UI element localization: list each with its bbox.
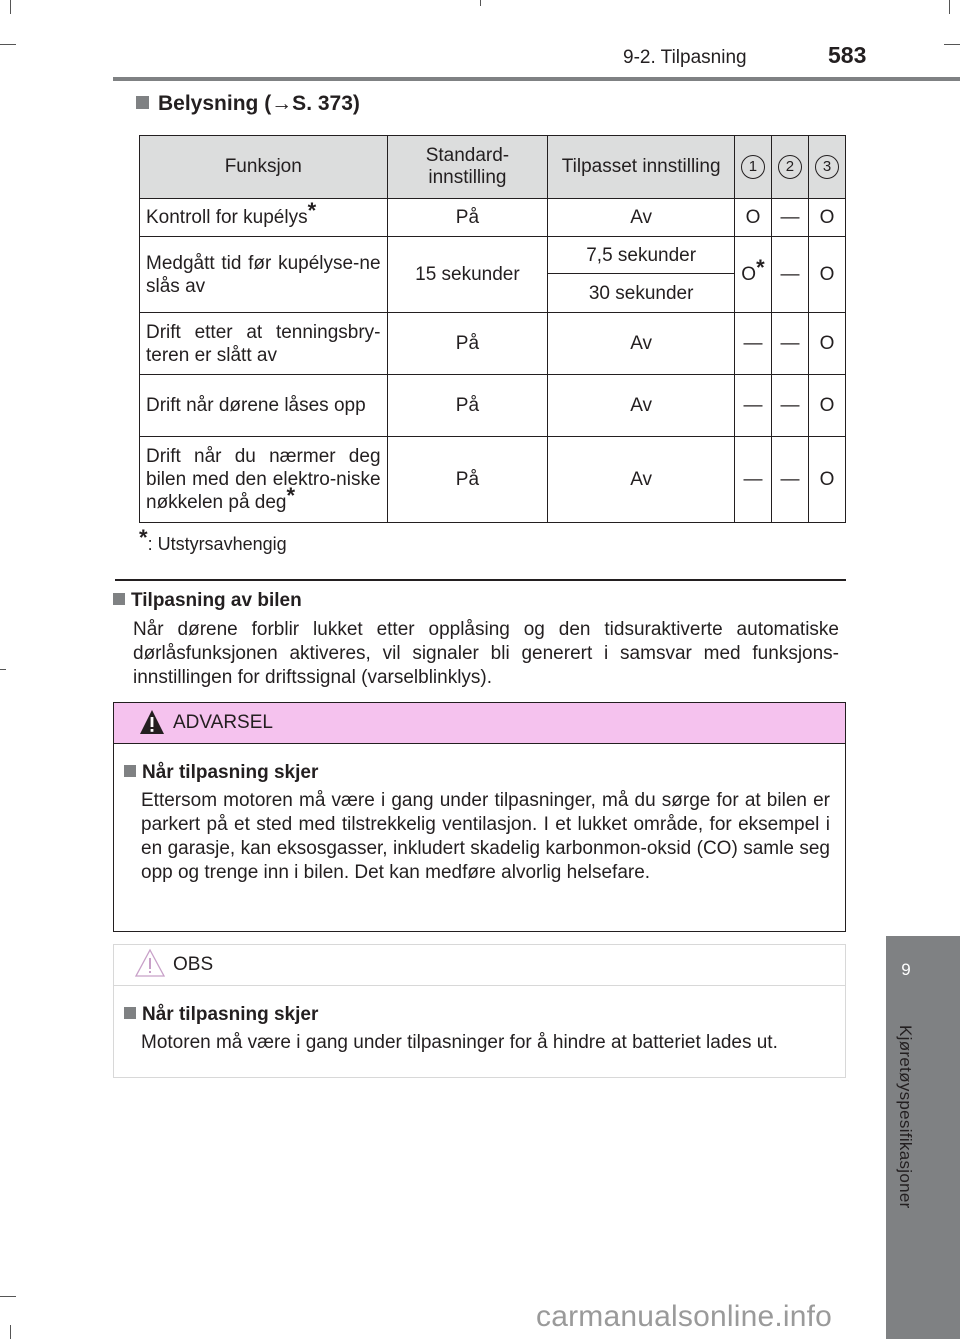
warning-text: Ettersom motoren må være i gang under tilpasninger, må du sørge for at bilen er parkert på et sted med tilstrekkelig ventilasjon. I et lukket område, for eksempel i en garasje, kan eksosgasser, inkludert skadelig karbonmon-oksid (CO) samle seg opp og trenge inn i bilen. Det kan medføre alvorlig helsefare. — [141, 790, 830, 883]
cell-default: På — [387, 375, 548, 437]
section-heading-text: Belysning (→S. 373) — [158, 92, 360, 115]
cell-function: Drift etter at tenningsbry-teren er slått av — [140, 313, 388, 375]
cell-default: 15 sekunder — [387, 237, 548, 313]
notice-text: Motoren må være i gang under tilpasninger for å hindre at batteriet lades ut. — [141, 1032, 778, 1053]
crop-mark — [480, 0, 481, 6]
table-header-row — [140, 136, 846, 199]
section-heading — [136, 92, 360, 116]
cell-c2: — — [771, 437, 808, 523]
footnote — [139, 525, 287, 555]
crop-mark — [10, 0, 11, 14]
cell-c2: — — [771, 375, 808, 437]
warning-subheading-text: Når tilpasning skjer — [142, 762, 319, 783]
header-custom: Tilpasset innstilling — [548, 136, 735, 199]
cell-function — [140, 199, 388, 237]
caution-outline-icon — [134, 948, 166, 978]
asterisk-mark: * — [756, 255, 765, 280]
asterisk-mark: * — [286, 483, 296, 508]
crop-mark — [0, 669, 6, 670]
cell-c3: O — [808, 313, 845, 375]
cell-custom: Av — [548, 199, 735, 237]
chapter-number: 9 — [901, 960, 911, 979]
asterisk-mark: * — [139, 525, 148, 550]
cell-custom: Av — [548, 375, 735, 437]
header-col3 — [808, 136, 845, 199]
crop-mark — [0, 44, 16, 45]
cell-c1: — — [734, 313, 771, 375]
cell-c2: — — [771, 313, 808, 375]
cell-custom: Av — [548, 313, 735, 375]
section-header: 9-2. Tilpasning — [623, 47, 747, 68]
cell-c3: O — [808, 437, 845, 523]
cell-default: På — [387, 313, 548, 375]
cell-c1: — — [734, 437, 771, 523]
chapter-title: Kjøretøyspesifikasjoner — [896, 1025, 915, 1209]
cell-default: På — [387, 199, 548, 237]
cell-c1: O — [734, 199, 771, 237]
cell-c2: — — [771, 237, 808, 313]
cell-c3: O — [808, 375, 845, 437]
square-bullet-icon — [124, 1007, 136, 1019]
square-bullet-icon — [124, 765, 136, 777]
customize-heading-text: Tilpasning av bilen — [131, 590, 302, 611]
cell-function: Drift når dørene låses opp — [140, 375, 388, 437]
divider — [115, 579, 846, 581]
crop-mark — [944, 44, 960, 45]
cell-function: Medgått tid før kupélyse-ne slås av — [140, 237, 388, 313]
header-default-text: Standard-innstilling — [425, 145, 510, 188]
circled-number-icon: 2 — [778, 155, 802, 179]
table-row — [140, 199, 846, 237]
table-row — [140, 313, 846, 375]
header-function: Funksjon — [140, 136, 388, 199]
header-col1 — [734, 136, 771, 199]
cell-c2: — — [771, 199, 808, 237]
asterisk-mark: * — [307, 198, 317, 223]
header-default — [387, 136, 548, 199]
circled-number-icon: 3 — [815, 155, 839, 179]
square-bullet-icon — [136, 96, 149, 109]
warning-header — [114, 703, 845, 744]
cell-c1 — [734, 237, 771, 313]
cell-custom: Av — [548, 437, 735, 523]
crop-mark — [10, 1325, 11, 1339]
cell-custom-alt: 30 sekunder — [548, 274, 735, 313]
table-row — [140, 437, 846, 523]
cell-custom: 7,5 sekunder — [548, 237, 735, 274]
square-bullet-icon — [113, 593, 125, 605]
watermark: carmanualsonline.info — [536, 1300, 833, 1333]
warning-box — [113, 702, 846, 932]
warning-subheading — [124, 762, 318, 784]
cell-default: På — [387, 437, 548, 523]
customize-heading — [113, 590, 302, 612]
warning-triangle-icon — [139, 708, 165, 736]
footnote-text: : Utstyrsavhengig — [147, 534, 287, 554]
cell-c1: — — [734, 375, 771, 437]
crop-mark — [949, 0, 950, 14]
notice-title: OBS — [173, 954, 214, 975]
notice-subheading — [124, 1004, 318, 1026]
warning-title: ADVARSEL — [173, 712, 273, 733]
function-text: Kontroll for kupélys — [146, 207, 308, 228]
header-rule — [113, 77, 960, 81]
customize-paragraph: Når dørene forblir lukket etter opplåsing og den tidsuraktiverte automatiske dørlåsfunksjonen aktiveres, vil signaler bli generert i samsvar med funksjons-innstillingen for driftssignal (varselblinklys). — [133, 619, 839, 688]
cell-c3: O — [808, 199, 845, 237]
settings-table — [139, 135, 846, 523]
page-number: 583 — [828, 42, 867, 68]
cell-function — [140, 437, 388, 523]
table-row — [140, 375, 846, 437]
c1-text: O — [741, 264, 757, 285]
crop-mark — [0, 1296, 16, 1297]
notice-header — [114, 945, 845, 986]
header-col2 — [771, 136, 808, 199]
cell-c3: O — [808, 237, 845, 313]
notice-subheading-text: Når tilpasning skjer — [142, 1004, 319, 1025]
notice-box — [113, 944, 846, 1078]
table-row — [140, 237, 846, 274]
circled-number-icon: 1 — [741, 155, 765, 179]
function-text: Drift når du nærmer deg bilen med den elektro-niske nøkkelen på deg — [146, 446, 381, 513]
